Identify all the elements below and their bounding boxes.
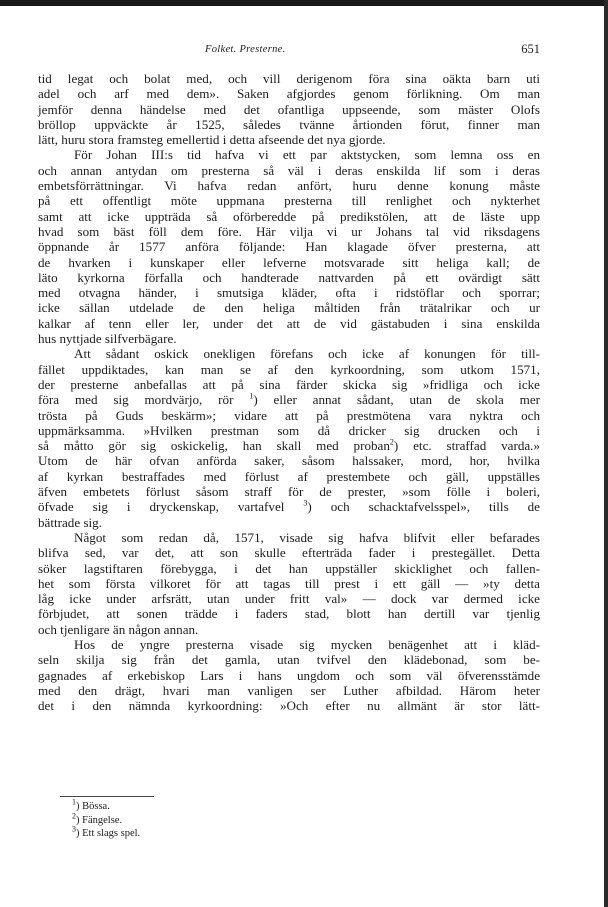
text-line: [38, 499, 540, 514]
text-line: det i den nämnda kyrkoordning: »Och efter nu allmänt är stor lätt-: [38, 698, 540, 714]
text-line: Något som redan då, 1571, visade sig hafva blifvit eller befarades: [74, 529, 540, 545]
text-line: hus nyttjade silfverbägare.: [38, 331, 177, 347]
text-line: öppnande år 1577 anföra följande: Han klagade öfver presterna, att: [38, 239, 540, 255]
text-line: lätt, huru stora framsteg emellertid i detta afseende det nya gjorde.: [38, 132, 386, 148]
text-line: der presterne anbefallas att på sina färder skicka sig »fridliga och icke: [38, 376, 540, 392]
footnote-mark: 3: [72, 824, 76, 834]
text-line: Utom de här ofvan anförda saker, såsom halssaker, mord, hor, hvilka: [38, 453, 540, 469]
body-text: [38, 71, 540, 713]
text-line: [38, 392, 540, 407]
text-line: förbjudet, att sonen trädde i faders stad, blott han dertill var tjenlig: [38, 606, 540, 622]
text-segment: ) etc. straffad varda.»: [393, 438, 540, 454]
text-line: jemför denna händelse med det ofantliga uppseende, som mäster Olofs: [38, 101, 540, 117]
text-line: söker lagstiftaren förebygga, i det han uppställer skicklighet och fallen-: [38, 560, 540, 576]
footnote-mark: 1: [72, 797, 76, 807]
text-line: af kyrkan bestraffades med förlust af prestembete och gäll, uppställes: [38, 468, 540, 484]
text-line: tid legat och bolat med, och vill derigenom föra sina oäkta barn uti: [38, 71, 540, 86]
text-line: För Johan III:s tid hafva vi ett par aktstycken, som lemna oss en: [74, 147, 540, 163]
footnote: $^3$) Ett slags spel.: [72, 824, 141, 839]
text-line: icke sällan utdelade de den heliga måltiden från trätalrikar och ur: [38, 300, 540, 316]
text-segment: föra med sig mordvärjo, rör: [38, 392, 234, 408]
text-line: låg icke under arfsrätt, utan under fritt val» — dock var dermed icke: [38, 591, 540, 607]
footnote-mark: 2: [72, 811, 76, 820]
footnote-text: Bössa.: [82, 801, 110, 812]
text-line: [38, 438, 540, 453]
text-line: het som första vilkoret för att tagas till prest i ett gäll — »ty detta: [38, 575, 540, 591]
footnote-text: Ett slags spel.: [82, 828, 141, 839]
text-line: Hos de yngre presterna visade sig mycken benägenhet att i kläd-: [74, 636, 540, 652]
text-line: adel och arf med dem». Saken afgjordes genom förlikning. Om man: [38, 86, 540, 102]
text-line: bröllop uppväckte år 1525, således tvänne årtionden förut, finner man: [38, 116, 540, 132]
footnote: $^2$) Fängelse.: [72, 811, 123, 826]
text-line: hvad som bäst föll dem före. Här vilja vi ur Johans tal vid riksdagens: [38, 223, 540, 239]
text-segment: ) och schacktafvelsspel», tills de: [307, 499, 540, 515]
text-line: gagnades af erkebiskop Lars i hans ungdom och som väl öfverensstämde: [38, 667, 540, 683]
footnote-text: Fängelse.: [82, 814, 123, 826]
footnote: $^1$) Bössa.: [72, 797, 110, 812]
text-line: på ett offentligt möte uppmana presterna till renlighet och nykterhet: [38, 193, 540, 209]
page-number: 651: [521, 42, 540, 56]
text-line: med den drägt, hvari man vanligen ser Luther afbildad. Härom heter: [38, 682, 540, 698]
text-line: fället uppdiktades, kan man se af den kyrkoordning, som utkom 1571,: [38, 361, 540, 377]
text-line: med otvagna händer, i smutsiga kläder, ofta i ridstöflar och sporrar;: [38, 285, 540, 301]
top-border-rule: [0, 0, 608, 6]
text-line: blifva sed, var det, att son skulle efterträda fader i prestegället. Detta: [38, 545, 540, 561]
running-head: Folket. Presterne.: [205, 44, 286, 55]
footnote-ref: 3: [303, 498, 308, 508]
footnote-ref: 2: [389, 437, 394, 447]
footnote-ref: 1: [249, 391, 254, 401]
text-line: seln skilja sig från det gamla, utan tvifvel den klädebonad, som be-: [38, 652, 540, 668]
text-line: bättrade sig.: [38, 514, 102, 530]
footnotes: [72, 797, 141, 841]
text-line: samt att icke uppträda så oförberedde på predikstölen, att de läste upp: [38, 208, 540, 224]
text-line: Att sådant oskick onekligen förefans och icke af konungen för till-: [74, 346, 540, 362]
text-line: kalkar af tenn eller ler, under det att de vid gästabuden i sina enskilda: [38, 315, 540, 331]
right-border-rule: [604, 0, 608, 907]
text-line: läto kyrkorna förfalla och handterade nattvarden på ett ovärdigt sätt: [38, 269, 540, 285]
text-segment: så måtto gör sig oskickelig, han skall med proban: [38, 438, 390, 454]
text-line: de hvarken i kunskaper eller lefverne motsvarade sitt heliga kall; de: [38, 254, 540, 270]
text-line: och tjenligare än någon annan.: [38, 621, 199, 637]
text-line: embetsförrättningar. Vi hafva redan anfört, huru denne konung måste: [38, 178, 540, 194]
text-segment: öfvade sig i dryckenskap, vartafvel: [38, 499, 285, 515]
text-line: äfven embetets förlust såsom straff för de prester, »som fölle i boleri,: [38, 484, 540, 500]
text-line: och annan antydan om presterna så väl i deras enskilda lif som i deras: [38, 162, 540, 178]
text-line: trösta på Guds beskärm»; vidare att på prestmötena vara nyktra och: [38, 407, 540, 423]
text-line: uppmärksamma. »Hvilken prestman som då dricker sig drucken och i: [38, 422, 540, 438]
text-segment: ) eller annat sådant, utan de skola mer: [253, 392, 540, 408]
